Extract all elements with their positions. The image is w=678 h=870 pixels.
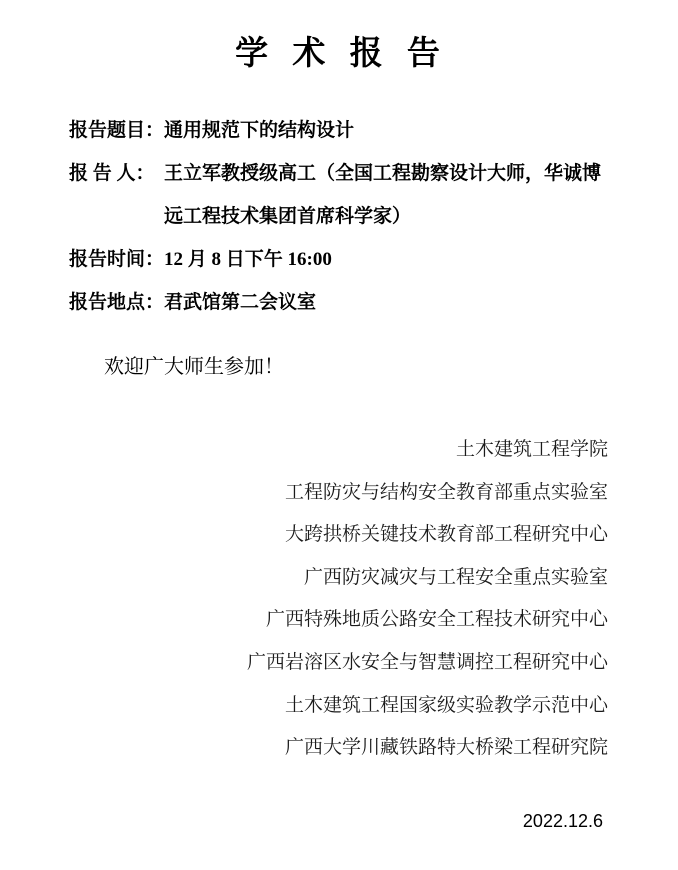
document-date: 2022.12.6 [522,811,603,831]
organizer-list [247,429,608,770]
field-label-topic: 报告题目： [69,120,165,141]
organizer-item: 广西大学川藏铁路特大桥梁工程研究院 [284,737,608,759]
organizer-item: 土木建筑工程学院 [455,439,608,460]
organizer-item: 土木建筑工程国家级实验教学示范中心 [284,694,608,716]
organizer-item: 广西岩溶区水安全与智慧调控工程研究中心 [246,651,608,673]
field-row-topic [69,109,614,152]
field-row-speaker [69,152,614,238]
field-row-time [69,238,614,281]
field-label-location: 报告地点： [69,292,165,313]
welcome-line: 欢迎广大师生参加！ [104,356,284,378]
field-value-time [164,238,614,281]
document-title: 学 术 报 告 [235,36,443,72]
organizer-item: 工程防灾与结构安全教育部重点实验室 [284,481,608,503]
organizer-item: 广西特殊地质公路安全工程技术研究中心 [265,609,608,631]
field-row-location [69,281,614,324]
field-label-speaker: 报 告 人： [69,163,155,184]
field-value-speaker [164,152,614,238]
field-value-line: 远工程技术集团首席科学家） [164,206,412,227]
field-value-line: 王立军教授级高工（全国工程勘察设计大师，华诚博 [164,163,602,184]
field-value-location [164,281,614,324]
field-value-line: 通用规范下的结构设计 [164,120,355,141]
field-value-topic [164,109,614,152]
organizer-item: 广西防灾减灾与工程安全重点实验室 [303,566,608,588]
field-value-line: 君武馆第二会议室 [164,292,317,313]
organizer-item: 大跨拱桥关键技术教育部工程研究中心 [284,524,608,546]
field-label-time: 报告时间： [69,249,165,270]
field-value-line: 12 月 8 日下午 16:00 [164,249,332,270]
report-fields [69,109,614,324]
